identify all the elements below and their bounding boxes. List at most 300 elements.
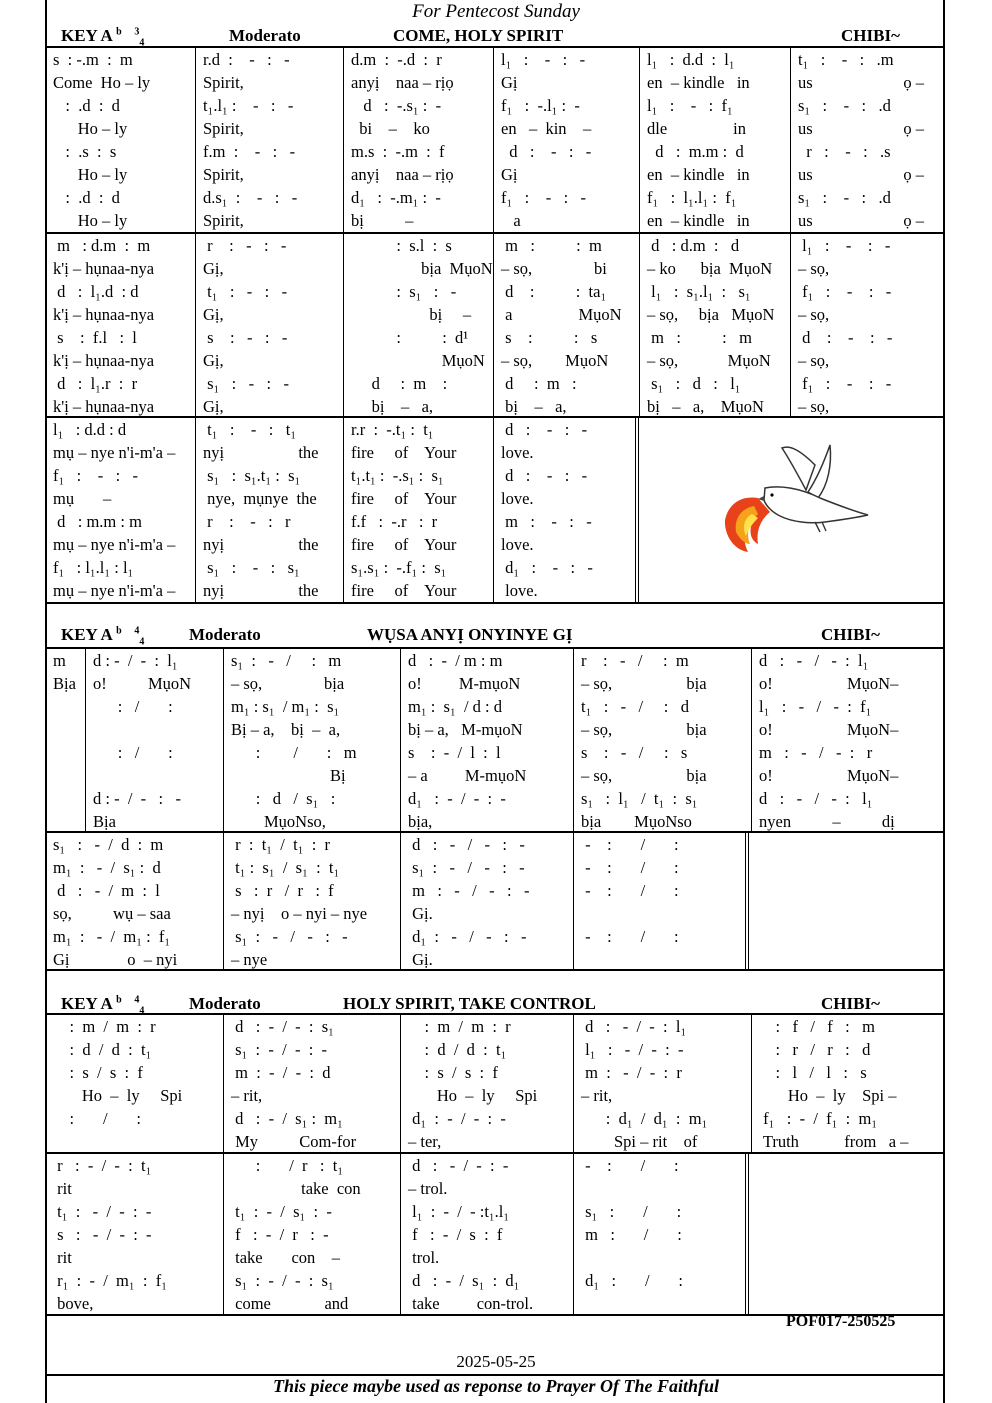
- measure-cell: o! MụoN–: [759, 720, 899, 739]
- measure-cell: Spirit,: [203, 119, 244, 138]
- measure-cell: bịa MụoNso: [581, 812, 692, 831]
- measure-cell: s : -.m : m: [53, 50, 133, 69]
- measure-cell: d₁ : -.m₁ : -: [351, 188, 441, 207]
- lyric-row: [45, 305, 945, 328]
- staff-system-4: [45, 649, 945, 831]
- measure-cell: : .d : d: [53, 96, 120, 115]
- time-top: 3: [134, 26, 140, 38]
- measure-cell: d : -.s₁ : -: [351, 96, 442, 115]
- measure-cell: s : - / : s: [581, 743, 688, 762]
- tempo: Moderato: [229, 26, 301, 45]
- song-title: COME, HOLY SPIRIT: [393, 26, 564, 45]
- measure-cell: take con –: [231, 1248, 341, 1267]
- measure-cell: take con-trol.: [408, 1294, 534, 1313]
- measure-cell: d : m :: [351, 374, 448, 393]
- measure-cell: en – kindle in: [647, 165, 750, 184]
- measure-cell: us ọ –: [798, 119, 925, 138]
- notation-row: [45, 1156, 945, 1179]
- measure-cell: d : l₁.r : r: [53, 374, 138, 393]
- measure-cell: MụoN: [351, 351, 485, 370]
- staff-system-2: [45, 234, 945, 416]
- measure-cell: r : - / - : t₁: [53, 1156, 152, 1175]
- tempo: Moderato: [189, 994, 261, 1013]
- notation-row: [45, 50, 945, 73]
- measure-cell: – trol.: [408, 1179, 448, 1198]
- measure-cell: Bị: [231, 766, 346, 785]
- measure-cell: d.m : -.d : r: [351, 50, 442, 69]
- measure-cell: Gị,: [203, 397, 224, 416]
- measure-cell: Ho – ly Spi: [408, 1086, 538, 1105]
- measure-cell: fire of Your: [351, 443, 457, 462]
- measure-cell: bị – a,: [351, 397, 434, 416]
- measure-cell: MụoNso,: [231, 812, 326, 831]
- measure-cell: d : - / - : -: [408, 1156, 509, 1175]
- measure-cell: l₁ : - : -: [798, 236, 891, 255]
- measure-cell: Ho – ly Spi –: [759, 1086, 897, 1105]
- measure-cell: – sọ, bi: [501, 259, 607, 278]
- measure-cell: t₁ : - : -: [203, 282, 288, 301]
- measure-cell: Ho – ly Spi: [53, 1086, 183, 1105]
- measure-cell: f₁ : l₁.l₁ : l₁: [53, 558, 134, 577]
- measure-cell: o! MụoN–: [759, 674, 899, 693]
- notation-row: [45, 1017, 945, 1040]
- measure-cell: s₁ : - / - : -: [408, 858, 525, 877]
- measure-cell: d₁ : - / - : -: [408, 789, 506, 808]
- measure-cell: - : / :: [581, 858, 679, 877]
- time-bottom: 4: [139, 1005, 145, 1017]
- measure-cell: f : - / r : -: [231, 1225, 329, 1244]
- measure-cell: My Com-for: [231, 1132, 357, 1151]
- measure-cell: f₁ : - : -: [798, 282, 892, 301]
- measure-cell: bi – ko: [351, 119, 430, 138]
- song-header-2: [45, 623, 945, 649]
- measure-cell: Gị.: [408, 904, 433, 923]
- measure-cell: s₁ : - / : m: [231, 651, 342, 670]
- measure-cell: f.m : - : -: [203, 142, 296, 161]
- measure-cell: : s / s : f: [408, 1063, 498, 1082]
- lyric-row: [45, 259, 945, 282]
- measure-cell: r : - : r: [203, 512, 291, 531]
- measure-cell: s : - / l : l: [408, 743, 501, 762]
- song-title: HOLY SPIRIT, TAKE CONTROL: [343, 994, 596, 1013]
- measure-cell: f₁ : - : -: [53, 466, 139, 485]
- notation-row: [45, 927, 945, 950]
- measure-cell: Ho – ly: [53, 165, 128, 184]
- measure-cell: come and: [231, 1294, 349, 1313]
- notation-row: [45, 835, 945, 858]
- measure-cell: Gị,: [203, 305, 224, 324]
- measure-cell: sọ, wụ – saa: [53, 904, 171, 923]
- notation-row: [45, 1063, 945, 1086]
- measure-cell: k'ị – hụnaa-nya: [53, 305, 155, 324]
- measure-cell: - : / :: [581, 1156, 679, 1175]
- measure-cell: Spirit,: [203, 211, 244, 230]
- measure-cell: r : - / : m: [581, 651, 689, 670]
- measure-cell: s₁ : - / - : -: [231, 1040, 328, 1059]
- measure-cell: k'ị – hụnaa-nya: [53, 259, 155, 278]
- lyric-row: [45, 165, 945, 188]
- staff-system-5: [45, 833, 945, 969]
- measure-cell: m₁ : - / m₁ : f₁: [53, 927, 171, 946]
- measure-cell: Bị – a, bị – a,: [231, 720, 341, 739]
- measure-cell: : l / l : s: [759, 1063, 867, 1082]
- notation-row: [45, 651, 945, 674]
- document-code: POF017-250525: [786, 1313, 896, 1330]
- measure-cell: Gị: [501, 165, 518, 184]
- lyric-row: [45, 119, 945, 142]
- measure-cell: r : t₁ / t₁ : r: [231, 835, 331, 854]
- measure-cell: d : - : -: [501, 466, 588, 485]
- measure-cell: anyị naa – rịọ: [351, 165, 454, 184]
- measure-cell: d : d.m : d: [647, 236, 740, 255]
- measure-cell: Ho – ly: [53, 211, 128, 230]
- measure-cell: d : - / - : -: [93, 789, 181, 808]
- measure-cell: – rit,: [581, 1086, 613, 1105]
- notation-row: [45, 1179, 945, 1202]
- notation-row: [45, 904, 945, 927]
- measure-cell: en – kindle in: [647, 211, 750, 230]
- measure-cell: m₁ : s₁ / m₁ : s₁: [231, 697, 340, 716]
- notation-row: [45, 743, 945, 766]
- measure-cell: d : - : -: [501, 142, 592, 161]
- lyric-row: [45, 211, 945, 234]
- measure-cell: nyị the: [203, 535, 319, 554]
- measure-cell: nyen – dị: [759, 812, 895, 831]
- measure-cell: l₁ : d.d : l₁: [647, 50, 735, 69]
- measure-cell: d : - / - : l₁: [759, 651, 869, 670]
- staff-system-7: [45, 1154, 945, 1314]
- composer: CHIBI~: [841, 26, 900, 45]
- measure-cell: k'ị – hụnaa-nya: [53, 351, 155, 370]
- measure-cell: r₁ : - / m₁ : f₁: [53, 1271, 167, 1290]
- measure-cell: d : - / - : l₁: [759, 789, 873, 808]
- measure-cell: d₁ : - : -: [501, 558, 593, 577]
- measure-cell: – sọ, MụoN: [647, 351, 771, 370]
- measure-cell: Gị: [501, 73, 518, 92]
- measure-cell: – sọ,: [798, 305, 830, 324]
- measure-cell: fire of Your: [351, 581, 457, 600]
- measure-cell: f₁ : - : -: [501, 188, 587, 207]
- measure-cell: – sọ, bịa: [231, 674, 345, 693]
- measure-cell: d : - / s₁ : d₁: [408, 1271, 520, 1290]
- notation-row: [45, 1248, 945, 1271]
- composer: CHIBI~: [821, 994, 880, 1013]
- measure-cell: us ọ –: [798, 211, 925, 230]
- measure-cell: : s.l : s: [351, 236, 452, 255]
- measure-cell: d : m.m : d: [647, 142, 744, 161]
- measure-cell: s₁ : - : .d: [798, 96, 891, 115]
- measure-cell: f₁ : -.l₁ : -: [501, 96, 580, 115]
- measure-cell: Gị o – nyi: [53, 950, 178, 969]
- measure-cell: f₁ : - / f₁ : m₁: [759, 1109, 878, 1128]
- measure-cell: m : - / - : d: [231, 1063, 331, 1082]
- measure-cell: s₁ : / :: [581, 1202, 682, 1221]
- measure-cell: : .d : d: [53, 188, 120, 207]
- measure-cell: Gị,: [203, 351, 224, 370]
- measure-cell: Come Ho – ly: [53, 73, 151, 92]
- measure-cell: bị – a, MụoN: [647, 397, 764, 416]
- key-label: KEY A: [61, 625, 112, 644]
- measure-cell: d₁ : - / - : -: [408, 927, 527, 946]
- measure-cell: s₁ : - / - : -: [231, 927, 348, 946]
- time-bottom: 4: [139, 37, 145, 49]
- measure-cell: s₁ : - : .d: [798, 188, 891, 207]
- measure-cell: l₁ : - / - : f₁: [759, 697, 872, 716]
- measure-cell: : s / s : f: [53, 1063, 143, 1082]
- key-label: KEY A: [61, 26, 112, 45]
- measure-cell: d₁ : - / - : -: [408, 1109, 506, 1128]
- measure-cell: bị –: [351, 211, 414, 230]
- measure-cell: s₁ : - : -: [203, 374, 289, 393]
- measure-cell: : s₁ : -: [351, 282, 457, 301]
- measure-cell: m : - : -: [501, 512, 592, 531]
- measure-cell: d : - / m : m: [408, 651, 503, 670]
- measure-cell: m.s : -.m : f: [351, 142, 445, 161]
- measure-cell: m : / :: [581, 1225, 682, 1244]
- measure-cell: r : - : -: [203, 236, 287, 255]
- measure-cell: m : d.m : m: [53, 236, 151, 255]
- occasion-title: For Pentecost Sunday: [412, 1, 580, 22]
- measure-cell: r.r : -.t₁ : t₁: [351, 420, 434, 439]
- measure-cell: a: [501, 211, 521, 230]
- measure-cell: : : d¹: [351, 328, 469, 347]
- notation-row: [45, 1086, 945, 1109]
- measure-cell: mụ – nye n'i-m'a –: [53, 443, 176, 462]
- measure-cell: : f / f : m: [759, 1017, 875, 1036]
- measure-cell: l₁ : d.d : d: [53, 420, 127, 439]
- measure-cell: : m / m : r: [408, 1017, 511, 1036]
- measure-cell: m₁ : - / s₁ : d: [53, 858, 161, 877]
- lyric-row: [45, 351, 945, 374]
- measure-cell: s : : s: [501, 328, 598, 347]
- measure-cell: anyị naa – rịọ: [351, 73, 454, 92]
- measure-cell: f₁ : - : -: [798, 374, 892, 393]
- measure-cell: : / r : t₁: [231, 1156, 344, 1175]
- measure-cell: dle in: [647, 119, 746, 138]
- notation-row: [45, 236, 945, 259]
- measure-cell: Spi – rit of: [581, 1132, 698, 1151]
- notation-row: [45, 328, 945, 351]
- measure-cell: d₁ : / :: [581, 1271, 684, 1290]
- measure-cell: bị – a,: [501, 397, 567, 416]
- notation-row: [45, 697, 945, 720]
- measure-cell: k'ị – hụnaa-nya: [53, 397, 155, 416]
- measure-cell: s₁ : s₁.t₁ : s₁: [203, 466, 301, 485]
- document-date: 2025-05-25: [456, 1352, 536, 1371]
- measure-cell: t₁.l₁ : - : -: [203, 96, 294, 115]
- measure-cell: bịa MụoN: [351, 259, 493, 278]
- measure-cell: en – kin –: [501, 119, 592, 138]
- measure-cell: t₁.t₁ : -.s₁ : s₁: [351, 466, 444, 485]
- measure-cell: : d / d : t₁: [408, 1040, 507, 1059]
- measure-cell: love.: [501, 489, 534, 508]
- staff-system-1: [45, 48, 945, 232]
- measure-cell: mụ – nye n'i-m'a –: [53, 581, 176, 600]
- measure-cell: d : m :: [501, 374, 577, 393]
- measure-cell: s₁ : d : l₁: [647, 374, 741, 393]
- measure-cell: Bịa: [53, 674, 76, 693]
- measure-cell: t₁ : s₁ / s₁ : t₁: [231, 858, 340, 877]
- measure-cell: d : - / - : s₁: [231, 1017, 334, 1036]
- measure-cell: – nyị o – nyi – nye: [231, 904, 368, 923]
- measure-cell: l₁ : - / - : -: [581, 1040, 684, 1059]
- time-top: 4: [134, 994, 140, 1006]
- measure-cell: s₁ : - / - : s₁: [231, 1271, 334, 1290]
- measure-cell: t₁ : - / s₁ : -: [231, 1202, 332, 1221]
- measure-cell: – sọ,: [798, 397, 830, 416]
- measure-cell: m: [53, 651, 66, 670]
- notation-row: [45, 1271, 945, 1294]
- notation-row: [45, 1225, 945, 1248]
- measure-cell: : / :: [93, 697, 173, 716]
- measure-cell: : m / m : r: [53, 1017, 156, 1036]
- notation-row: [45, 96, 945, 119]
- key-accidental: b: [116, 994, 122, 1006]
- measure-cell: o! M-mụoN: [408, 674, 521, 693]
- measure-cell: m : : m: [647, 328, 752, 347]
- measure-cell: d : - / m : l: [53, 881, 160, 900]
- measure-cell: trol.: [408, 1248, 440, 1267]
- measure-cell: : .s : s: [53, 142, 117, 161]
- notation-row: [45, 766, 945, 789]
- measure-cell: take con: [231, 1179, 361, 1198]
- notation-row: [45, 789, 945, 812]
- lyric-row: [45, 73, 945, 96]
- measure-cell: o! MụoN–: [759, 766, 899, 785]
- measure-cell: Gị.: [408, 950, 433, 969]
- notation-row: [45, 1202, 945, 1225]
- measure-cell: fire of Your: [351, 535, 457, 554]
- measure-cell: nye, mụnye the: [203, 489, 317, 508]
- measure-cell: rit: [53, 1179, 72, 1198]
- measure-cell: d : - / - : l₁: [581, 1017, 687, 1036]
- measure-cell: r : - : .s: [798, 142, 891, 161]
- measure-cell: – sọ, bịa: [581, 674, 707, 693]
- measure-cell: m : - / - : -: [408, 881, 530, 900]
- song-title: WỤSA ANYỊ ONYINYE GỊ: [367, 625, 573, 644]
- measure-cell: bove,: [53, 1294, 94, 1313]
- measure-cell: s₁ : - : s₁: [203, 558, 300, 577]
- key-accidental: b: [116, 625, 122, 637]
- measure-cell: : r / r : d: [759, 1040, 871, 1059]
- measure-cell: s : r / r : f: [231, 881, 334, 900]
- measure-cell: mụ – nye n'i-m'a –: [53, 535, 176, 554]
- measure-cell: f.f : -.r : r: [351, 512, 438, 531]
- measure-cell: Spirit,: [203, 73, 244, 92]
- measure-cell: t₁ : - / : d: [581, 697, 689, 716]
- measure-cell: d : m.m : m: [53, 512, 142, 531]
- measure-cell: Ho – ly: [53, 119, 128, 138]
- measure-cell: l₁ : - / - :t₁.l₁: [408, 1202, 510, 1221]
- measure-cell: d.s₁ : - : -: [203, 188, 298, 207]
- measure-cell: s : - : -: [203, 328, 288, 347]
- measure-cell: f₁ : l₁.l₁ : f₁: [647, 188, 737, 207]
- measure-cell: - : / :: [581, 881, 679, 900]
- measure-cell: en – kindle in: [647, 73, 750, 92]
- measure-cell: : / :: [53, 1109, 142, 1128]
- measure-cell: – sọ,: [798, 351, 830, 370]
- notation-row: [45, 142, 945, 165]
- measure-cell: bị –: [351, 305, 472, 324]
- measure-cell: fire of Your: [351, 489, 457, 508]
- time-bottom: 4: [139, 636, 145, 648]
- measure-cell: d : l₁.d : d: [53, 282, 139, 301]
- measure-cell: love.: [501, 535, 534, 554]
- measure-cell: d : - : -: [798, 328, 893, 347]
- key-label: KEY A: [61, 994, 112, 1013]
- notation-row: [45, 881, 945, 904]
- measure-cell: Bịa: [93, 812, 116, 831]
- measure-cell: m : - / - : r: [759, 743, 873, 762]
- measure-cell: d : - : -: [501, 420, 588, 439]
- measure-cell: – rit,: [231, 1086, 263, 1105]
- measure-cell: – a M-mụoN: [408, 766, 527, 785]
- measure-cell: r.d : - : -: [203, 50, 290, 69]
- measure-cell: love.: [501, 443, 534, 462]
- measure-cell: – sọ, bịa: [581, 720, 707, 739]
- measure-cell: – nye: [231, 950, 268, 969]
- measure-cell: m : - / - : r: [581, 1063, 682, 1082]
- measure-cell: us ọ –: [798, 73, 925, 92]
- measure-cell: t₁ : - : .m: [798, 50, 894, 69]
- measure-cell: Gị,: [203, 259, 224, 278]
- measure-cell: t₁ : - / - : -: [53, 1202, 152, 1221]
- measure-cell: s₁.s₁ : -.f₁ : s₁: [351, 558, 447, 577]
- measure-cell: : d₁ / d₁ : m₁: [581, 1109, 708, 1128]
- measure-cell: – sọ, MụoN: [501, 351, 609, 370]
- time-top: 4: [134, 625, 140, 637]
- measure-cell: a MụoN: [501, 305, 622, 324]
- lyric-row: [45, 581, 945, 604]
- measure-cell: f : - / s : f: [408, 1225, 503, 1244]
- measure-cell: o! MụoN: [93, 674, 192, 693]
- measure-cell: - : / :: [581, 927, 679, 946]
- measure-cell: bịa,: [408, 812, 433, 831]
- measure-cell: – ter,: [408, 1132, 442, 1151]
- staff-system-6: [45, 1015, 945, 1152]
- dove-with-flame-icon: [720, 440, 880, 570]
- measure-cell: d : - / s₁ : m₁: [231, 1109, 343, 1128]
- notation-row: [45, 374, 945, 397]
- measure-cell: l₁ : - : -: [501, 50, 586, 69]
- measure-cell: – sọ, bịa MụoN: [647, 305, 775, 324]
- measure-cell: mụ –: [53, 489, 112, 508]
- key-signature: [61, 625, 144, 647]
- tempo: Moderato: [189, 625, 261, 644]
- measure-cell: : d / s₁ :: [231, 789, 336, 808]
- measure-cell: s₁ : l₁ / t₁ : s₁: [581, 789, 698, 808]
- measure-cell: love.: [501, 581, 538, 600]
- measure-cell: us ọ –: [798, 165, 925, 184]
- notation-row: [45, 1109, 945, 1132]
- measure-cell: t₁ : - : t₁: [203, 420, 297, 439]
- measure-cell: : / :: [93, 743, 173, 762]
- measure-cell: – sọ,: [798, 259, 830, 278]
- notation-row: [45, 282, 945, 305]
- measure-cell: m₁ : s₁ / d : d: [408, 697, 503, 716]
- measure-cell: rit: [53, 1248, 72, 1267]
- measure-cell: m : : m: [501, 236, 602, 255]
- usage-note: This piece maybe used as reponse to Prayer Of The Faithful: [273, 1376, 719, 1396]
- notation-row: [45, 188, 945, 211]
- measure-cell: s₁ : - / d : m: [53, 835, 164, 854]
- measure-cell: : d / d : t₁: [53, 1040, 152, 1059]
- notation-row: [45, 720, 945, 743]
- notation-row: [45, 674, 945, 697]
- composer: CHIBI~: [821, 625, 880, 644]
- notation-row: [45, 1040, 945, 1063]
- measure-cell: l₁ : - : f₁: [647, 96, 733, 115]
